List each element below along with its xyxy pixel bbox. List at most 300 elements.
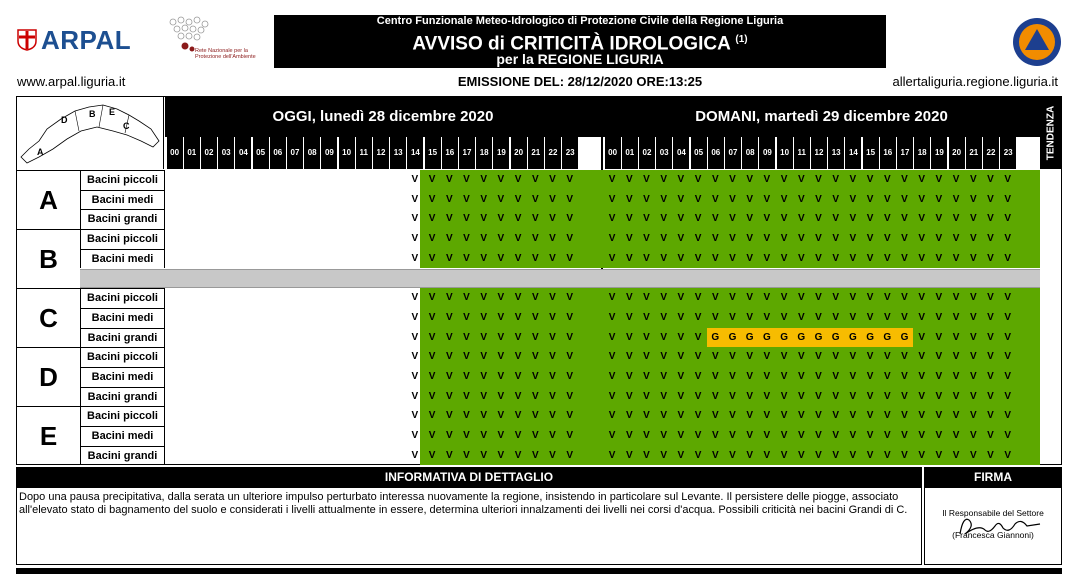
cell-symbol: V bbox=[849, 213, 857, 225]
cell-symbol: V bbox=[883, 311, 891, 323]
cell-symbol: V bbox=[660, 252, 668, 264]
cell-symbol: V bbox=[935, 233, 943, 245]
cell-symbol: V bbox=[514, 233, 522, 245]
cell-symbol: V bbox=[480, 351, 488, 363]
cell-symbol: V bbox=[497, 371, 505, 382]
trend-cell bbox=[1041, 347, 1058, 367]
cell-symbol: V bbox=[849, 449, 857, 461]
cell-symbol: V bbox=[660, 292, 668, 304]
trend-cell bbox=[1041, 308, 1058, 328]
cell-symbol: V bbox=[566, 233, 574, 245]
zone-c-row-label: Bacini medi bbox=[80, 308, 165, 328]
cell-symbol: V bbox=[780, 410, 788, 422]
cell-symbol: V bbox=[1004, 213, 1012, 225]
cell-symbol: V bbox=[608, 449, 616, 461]
warning-symbol: G bbox=[883, 331, 892, 343]
cell-symbol: V bbox=[815, 351, 822, 363]
emission-date: EMISSIONE DEL: 28/12/2020 ORE:13:25 bbox=[457, 74, 703, 89]
map-label-a: A bbox=[37, 147, 44, 157]
cell-symbol: V bbox=[643, 410, 650, 422]
trend-header bbox=[1040, 97, 1061, 169]
hour-today-15: 15 bbox=[424, 137, 441, 169]
cell-symbol: V bbox=[625, 331, 633, 343]
cell-symbol: V bbox=[608, 233, 616, 245]
cell-symbol: V bbox=[497, 390, 505, 402]
cell-symbol: V bbox=[883, 252, 891, 264]
cell-symbol: V bbox=[677, 351, 685, 363]
cell-symbol: V bbox=[1004, 449, 1012, 461]
hour-today-10: 10 bbox=[338, 137, 355, 169]
cell-symbol: V bbox=[660, 311, 668, 323]
cell-symbol: V bbox=[832, 174, 840, 185]
cell-symbol: V bbox=[428, 292, 436, 304]
cell-symbol: V bbox=[625, 311, 633, 323]
hour-tomorrow-10: 10 bbox=[776, 137, 793, 169]
cell-symbol: V bbox=[746, 430, 754, 442]
cell-symbol: V bbox=[531, 390, 539, 402]
hour-tomorrow-13: 13 bbox=[827, 137, 844, 169]
hour-tomorrow-15: 15 bbox=[862, 137, 879, 169]
cell-symbol: V bbox=[660, 351, 668, 363]
cell-symbol: V bbox=[815, 252, 822, 264]
cell-symbol: V bbox=[660, 193, 668, 205]
cell-symbol: V bbox=[625, 390, 633, 402]
cell-symbol: V bbox=[797, 213, 805, 225]
cell-symbol: V bbox=[625, 193, 633, 205]
title-banner bbox=[274, 15, 886, 68]
cell-symbol: V bbox=[711, 233, 719, 245]
cell-symbol: V bbox=[694, 292, 702, 304]
cell-symbol: V bbox=[969, 430, 977, 442]
cell-symbol: V bbox=[497, 410, 505, 422]
cell-symbol: V bbox=[987, 311, 994, 323]
cell-symbol: V bbox=[987, 292, 994, 304]
cell-symbol: V bbox=[677, 292, 685, 304]
cell-symbol: V bbox=[763, 174, 771, 185]
cell-symbol: V bbox=[883, 430, 891, 442]
cell-symbol: V bbox=[866, 430, 874, 442]
protezione-civile-icon bbox=[1012, 17, 1062, 67]
cell-symbol: V bbox=[901, 430, 908, 442]
cell-symbol: V bbox=[901, 213, 908, 225]
cell-symbol: V bbox=[677, 174, 685, 185]
cell-symbol: V bbox=[849, 410, 857, 422]
cell-symbol: V bbox=[987, 252, 994, 264]
cell-symbol: V bbox=[660, 390, 668, 402]
cell-symbol: V bbox=[832, 292, 840, 304]
zone-a-row-label: Bacini grandi bbox=[80, 209, 165, 229]
cell-symbol: V bbox=[480, 331, 488, 343]
zone-b-grey-row bbox=[80, 269, 1040, 288]
cell-symbol: V bbox=[411, 252, 419, 264]
cell-symbol: V bbox=[497, 252, 505, 264]
cell-symbol: V bbox=[729, 390, 736, 402]
cell-symbol: V bbox=[608, 292, 616, 304]
cell-symbol: V bbox=[566, 193, 574, 205]
network-logo bbox=[165, 16, 256, 68]
cell-symbol: V bbox=[677, 213, 685, 225]
cell-symbol: V bbox=[566, 410, 574, 422]
cell-symbol: V bbox=[428, 430, 436, 442]
cell-symbol: V bbox=[711, 390, 719, 402]
cell-symbol: V bbox=[935, 193, 943, 205]
cell-symbol: V bbox=[445, 371, 453, 382]
cell-symbol: V bbox=[608, 311, 616, 323]
cell-symbol: V bbox=[746, 351, 754, 363]
cell-symbol: V bbox=[660, 449, 668, 461]
map-label-b: B bbox=[89, 109, 96, 119]
cell-symbol: V bbox=[625, 252, 633, 264]
cell-symbol: V bbox=[566, 252, 574, 264]
cell-symbol: V bbox=[918, 449, 926, 461]
cell-symbol: V bbox=[883, 292, 891, 304]
network-logo-caption: Rete Nazionale per la Protezione dell'Ambiente bbox=[195, 48, 256, 60]
cell-symbol: V bbox=[935, 371, 943, 382]
cell-symbol: V bbox=[643, 430, 650, 442]
cell-symbol: V bbox=[815, 193, 822, 205]
warning-symbol: G bbox=[814, 331, 823, 343]
cell-symbol: V bbox=[480, 213, 488, 225]
cell-symbol: V bbox=[428, 233, 436, 245]
cell-symbol: V bbox=[480, 449, 488, 461]
cell-symbol: V bbox=[987, 213, 994, 225]
cell-symbol: V bbox=[480, 311, 488, 323]
cell-symbol: V bbox=[849, 233, 857, 245]
trend-cell bbox=[1041, 249, 1058, 269]
cell-symbol: V bbox=[763, 252, 771, 264]
cell-symbol: V bbox=[987, 351, 994, 363]
cell-symbol: V bbox=[445, 311, 453, 323]
zone-a-row-label: Bacini medi bbox=[80, 190, 165, 210]
zone-map bbox=[17, 97, 164, 169]
cell-symbol: V bbox=[445, 252, 453, 264]
cell-symbol: V bbox=[969, 371, 977, 382]
cell-symbol: V bbox=[918, 390, 926, 402]
cell-symbol: V bbox=[608, 193, 616, 205]
zone-a-label: A bbox=[17, 170, 80, 229]
hour-today-06: 06 bbox=[269, 137, 286, 169]
cell-symbol: V bbox=[901, 252, 908, 264]
cell-symbol: V bbox=[729, 252, 736, 264]
cell-symbol: V bbox=[780, 193, 788, 205]
cell-symbol: V bbox=[445, 430, 453, 442]
page-title-text: AVVISO di CRITICITÀ IDROLOGICA bbox=[412, 33, 731, 55]
signature-name: (Francesca Giannoni) bbox=[952, 530, 1034, 540]
cell-symbol: V bbox=[729, 449, 736, 461]
cell-symbol: V bbox=[514, 252, 522, 264]
cell-symbol: V bbox=[497, 213, 505, 225]
hour-today-13: 13 bbox=[389, 137, 406, 169]
cell-symbol: V bbox=[694, 410, 702, 422]
hour-tomorrow-08: 08 bbox=[741, 137, 758, 169]
cell-symbol: V bbox=[901, 311, 908, 323]
cell-symbol: V bbox=[935, 213, 943, 225]
cell-symbol: V bbox=[746, 311, 754, 323]
cell-symbol: V bbox=[780, 292, 788, 304]
cell-symbol: V bbox=[866, 193, 874, 205]
warning-symbol: G bbox=[797, 331, 806, 343]
map-label-e: E bbox=[109, 107, 116, 117]
cell-symbol: V bbox=[883, 449, 891, 461]
cell-symbol: V bbox=[608, 331, 616, 343]
cell-symbol: V bbox=[797, 233, 805, 245]
cell-symbol: V bbox=[608, 252, 616, 264]
cell-symbol: V bbox=[566, 430, 574, 442]
cell-symbol: V bbox=[763, 371, 771, 382]
cell-symbol: V bbox=[935, 449, 943, 461]
hour-today-23: 23 bbox=[561, 137, 578, 169]
cell-symbol: V bbox=[643, 213, 650, 225]
cell-symbol: V bbox=[643, 311, 650, 323]
hour-tomorrow-16: 16 bbox=[879, 137, 896, 169]
cell-symbol: V bbox=[918, 193, 926, 205]
hour-tomorrow-06: 06 bbox=[707, 137, 724, 169]
cell-symbol: V bbox=[514, 193, 522, 205]
cell-symbol: V bbox=[463, 292, 470, 304]
cell-symbol: V bbox=[694, 193, 702, 205]
cell-symbol: V bbox=[746, 371, 754, 382]
cell-symbol: V bbox=[815, 430, 822, 442]
cell-symbol: V bbox=[480, 371, 488, 382]
cell-symbol: V bbox=[729, 371, 736, 382]
trend-label: TENDENZA bbox=[1045, 105, 1056, 161]
cell-symbol: V bbox=[901, 449, 908, 461]
cell-symbol: V bbox=[625, 233, 633, 245]
cell-symbol: V bbox=[660, 371, 668, 382]
cell-symbol: V bbox=[832, 252, 840, 264]
cell-symbol: V bbox=[608, 174, 616, 185]
hour-tomorrow-22: 22 bbox=[982, 137, 999, 169]
cell-symbol: V bbox=[780, 213, 788, 225]
cell-symbol: V bbox=[832, 449, 840, 461]
cell-symbol: V bbox=[746, 174, 754, 185]
cell-symbol: V bbox=[660, 233, 668, 245]
cell-symbol: V bbox=[643, 252, 650, 264]
allerta-url-link[interactable]: allertaliguria.regione.liguria.it bbox=[892, 74, 1058, 89]
signature-role: Il Responsabile del Settore bbox=[942, 508, 1044, 518]
cell-symbol: V bbox=[463, 174, 470, 185]
cell-symbol: V bbox=[918, 331, 926, 343]
cell-symbol: V bbox=[935, 351, 943, 363]
cell-symbol: V bbox=[763, 430, 771, 442]
zone-e-row-label: Bacini grandi bbox=[80, 446, 165, 466]
cell-symbol: V bbox=[549, 213, 556, 225]
cell-symbol: V bbox=[918, 292, 926, 304]
cell-symbol: V bbox=[428, 351, 436, 363]
cell-symbol: V bbox=[514, 292, 522, 304]
cell-symbol: V bbox=[935, 390, 943, 402]
hour-today-11: 11 bbox=[355, 137, 372, 169]
hour-today-22: 22 bbox=[544, 137, 561, 169]
cell-symbol: V bbox=[1004, 371, 1012, 382]
hour-tomorrow-19: 19 bbox=[930, 137, 947, 169]
cell-symbol: V bbox=[445, 390, 453, 402]
cell-symbol: V bbox=[797, 449, 805, 461]
cell-symbol: V bbox=[428, 331, 436, 343]
hour-today-12: 12 bbox=[372, 137, 389, 169]
cell-symbol: V bbox=[531, 193, 539, 205]
cell-symbol: V bbox=[566, 311, 574, 323]
hour-today-02: 02 bbox=[200, 137, 217, 169]
cell-symbol: V bbox=[780, 371, 788, 382]
cell-symbol: V bbox=[677, 371, 685, 382]
cell-symbol: V bbox=[625, 371, 633, 382]
cell-symbol: V bbox=[531, 371, 539, 382]
hour-today-03: 03 bbox=[217, 137, 234, 169]
hour-tomorrow-09: 09 bbox=[758, 137, 775, 169]
cell-symbol: V bbox=[952, 252, 960, 264]
zone-c-row-label: Bacini piccoli bbox=[80, 288, 165, 308]
cell-symbol: V bbox=[987, 449, 994, 461]
cell-symbol: V bbox=[918, 351, 926, 363]
cell-symbol: V bbox=[935, 331, 943, 343]
cell-symbol: V bbox=[549, 371, 556, 382]
cell-symbol: V bbox=[832, 233, 840, 245]
cell-symbol: V bbox=[969, 311, 977, 323]
cell-symbol: V bbox=[497, 174, 505, 185]
cell-symbol: V bbox=[729, 213, 736, 225]
zone-a-row-label: Bacini piccoli bbox=[80, 170, 165, 190]
cell-symbol: V bbox=[514, 351, 522, 363]
cell-symbol: V bbox=[1004, 292, 1012, 304]
cell-symbol: V bbox=[711, 430, 719, 442]
cell-symbol: V bbox=[969, 351, 977, 363]
cell-symbol: V bbox=[497, 193, 505, 205]
hour-tomorrow-14: 14 bbox=[844, 137, 861, 169]
cell-symbol: V bbox=[514, 174, 522, 185]
cell-symbol: V bbox=[763, 410, 771, 422]
zone-e-label: E bbox=[17, 406, 80, 465]
cell-symbol: V bbox=[531, 331, 539, 343]
cell-symbol: V bbox=[901, 233, 908, 245]
hour-today-00: 00 bbox=[166, 137, 183, 169]
cell-symbol: V bbox=[428, 371, 436, 382]
cell-symbol: V bbox=[918, 311, 926, 323]
cell-symbol: V bbox=[549, 331, 556, 343]
cell-symbol: V bbox=[832, 410, 840, 422]
cell-symbol: V bbox=[625, 410, 633, 422]
cell-symbol: V bbox=[463, 449, 470, 461]
cell-symbol: V bbox=[866, 311, 874, 323]
cell-symbol: V bbox=[969, 193, 977, 205]
cell-symbol: V bbox=[849, 252, 857, 264]
cell-symbol: V bbox=[480, 193, 488, 205]
cell-symbol: V bbox=[849, 351, 857, 363]
map-label-c: C bbox=[123, 121, 130, 131]
hour-today-04: 04 bbox=[234, 137, 251, 169]
cell-symbol: V bbox=[643, 292, 650, 304]
cell-symbol: V bbox=[497, 311, 505, 323]
cell-symbol: V bbox=[849, 174, 857, 185]
cell-symbol: V bbox=[883, 351, 891, 363]
zone-e-row-label: Bacini piccoli bbox=[80, 406, 165, 426]
cell-symbol: V bbox=[729, 430, 736, 442]
cell-symbol: V bbox=[531, 213, 539, 225]
cell-symbol: V bbox=[763, 449, 771, 461]
cell-symbol: V bbox=[832, 213, 840, 225]
cell-symbol: V bbox=[832, 351, 840, 363]
cell-symbol: V bbox=[428, 449, 436, 461]
hour-tomorrow-12: 12 bbox=[810, 137, 827, 169]
cell-symbol: V bbox=[883, 390, 891, 402]
cell-symbol: V bbox=[445, 331, 453, 343]
cell-symbol: V bbox=[463, 351, 470, 363]
cell-symbol: V bbox=[729, 410, 736, 422]
cell-symbol: V bbox=[694, 233, 702, 245]
cell-symbol: V bbox=[531, 410, 539, 422]
hour-today-07: 07 bbox=[286, 137, 303, 169]
cell-symbol: V bbox=[445, 193, 453, 205]
cell-symbol: V bbox=[832, 371, 840, 382]
cell-symbol: V bbox=[952, 233, 960, 245]
cell-symbol: V bbox=[480, 174, 488, 185]
cell-symbol: V bbox=[608, 410, 616, 422]
zone-d-row-label: Bacini grandi bbox=[80, 387, 165, 407]
cell-symbol: V bbox=[832, 390, 840, 402]
cell-symbol: V bbox=[969, 331, 977, 343]
info-title: INFORMATIVA DI DETTAGLIO bbox=[16, 467, 922, 487]
cell-symbol: V bbox=[780, 390, 788, 402]
zone-d-label: D bbox=[17, 347, 80, 406]
signature-box bbox=[924, 487, 1062, 565]
zone-e-row-label: Bacini medi bbox=[80, 426, 165, 446]
cell-symbol: V bbox=[797, 351, 805, 363]
arpal-logo bbox=[17, 27, 147, 55]
cell-symbol: V bbox=[428, 252, 436, 264]
cell-symbol: V bbox=[514, 371, 522, 382]
cell-symbol: V bbox=[797, 292, 805, 304]
warning-symbol: G bbox=[763, 331, 771, 343]
cell-symbol: V bbox=[463, 410, 470, 422]
cell-symbol: V bbox=[1004, 351, 1012, 363]
cell-symbol: V bbox=[694, 213, 702, 225]
cell-symbol: V bbox=[935, 292, 943, 304]
cell-symbol: V bbox=[883, 174, 891, 185]
cell-symbol: V bbox=[660, 410, 668, 422]
cell-symbol: V bbox=[531, 351, 539, 363]
cell-symbol: V bbox=[531, 174, 539, 185]
cell-symbol: V bbox=[969, 233, 977, 245]
cell-symbol: V bbox=[643, 331, 650, 343]
warning-symbol: G bbox=[866, 331, 874, 343]
warning-symbol: G bbox=[728, 331, 737, 343]
cell-symbol: V bbox=[497, 449, 505, 461]
cell-symbol: V bbox=[918, 371, 926, 382]
hour-tomorrow-04: 04 bbox=[672, 137, 689, 169]
cell-symbol: V bbox=[866, 371, 874, 382]
cell-symbol: V bbox=[763, 213, 771, 225]
cell-symbol: V bbox=[729, 311, 736, 323]
cell-symbol: V bbox=[411, 351, 419, 363]
cell-symbol: V bbox=[866, 252, 874, 264]
cell-symbol: V bbox=[480, 390, 488, 402]
cell-symbol: V bbox=[625, 213, 633, 225]
cell-symbol: V bbox=[514, 331, 522, 343]
cell-symbol: V bbox=[969, 252, 977, 264]
hour-tomorrow-11: 11 bbox=[793, 137, 810, 169]
arpal-url-link[interactable]: www.arpal.liguria.it bbox=[17, 74, 126, 89]
cell-symbol: V bbox=[514, 390, 522, 402]
cell-symbol: V bbox=[763, 351, 771, 363]
cell-symbol: V bbox=[445, 174, 453, 185]
cell-symbol: V bbox=[549, 449, 556, 461]
cell-symbol: V bbox=[694, 449, 702, 461]
cell-symbol: V bbox=[411, 390, 419, 402]
cell-symbol: V bbox=[883, 371, 891, 382]
cell-symbol: V bbox=[797, 311, 805, 323]
trend-cell bbox=[1041, 190, 1058, 210]
hour-tomorrow-07: 07 bbox=[724, 137, 741, 169]
